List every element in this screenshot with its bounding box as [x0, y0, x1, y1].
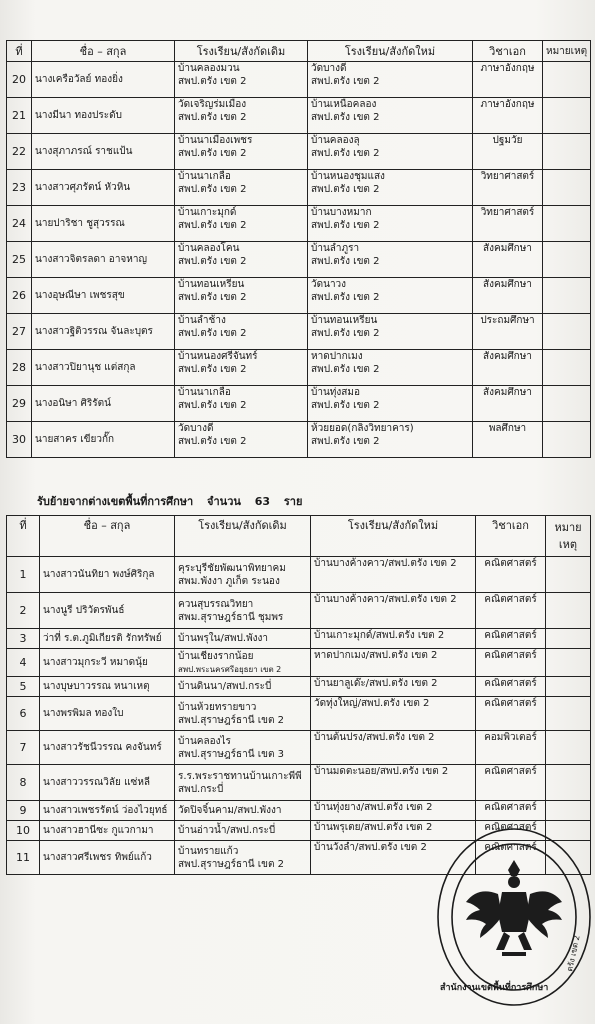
col-header-no: ที่ — [7, 516, 40, 557]
remark-cell — [546, 801, 591, 821]
table-row — [7, 98, 591, 134]
new-school-office: สพป.ตรัง เขต 2 — [311, 364, 380, 375]
old-school-name: บ้านนาเกลือ — [178, 387, 231, 398]
major-subject: ประถมศึกษา — [473, 314, 543, 350]
old-school — [175, 697, 311, 731]
old-school-name: บ้านห้วยทรายขาว — [178, 701, 257, 713]
table-row — [7, 62, 591, 98]
table-row — [7, 593, 591, 629]
remark-cell — [546, 697, 591, 731]
table-row — [7, 206, 591, 242]
teacher-name: นางนูรี ปริวัตรพันธ์ — [40, 593, 175, 629]
teacher-name: นางพรพิมล ทองใบ — [40, 697, 175, 731]
teacher-name: นางอนิษา ศิริรัตน์ — [32, 386, 175, 422]
new-school — [308, 170, 473, 206]
table-row — [7, 677, 591, 697]
teacher-name: นางสาวปิยานุช แต่สกุล — [32, 350, 175, 386]
old-school-office: สพป.พระนครศรีอยุธยา เขต 2 — [178, 664, 282, 674]
teacher-transfer-table-from-other-areas — [6, 515, 591, 875]
old-school-name: บ้านเกาะมุกด์ — [178, 207, 237, 218]
table-row — [7, 557, 591, 593]
old-school-name: บ้านคลองโคน — [178, 243, 240, 254]
old-school — [175, 422, 308, 458]
old-school — [175, 98, 308, 134]
teacher-name: นางสุภาภรณ์ ราชแป้น — [32, 134, 175, 170]
old-school-name: ควนสุบรรณวิทยา — [178, 598, 254, 610]
major-subject: สังคมศึกษา — [473, 350, 543, 386]
section-title — [37, 492, 312, 510]
col-header-no: ที่ — [7, 41, 32, 62]
old-school-office: สพป.สุราษฎร์ธานี เขต 2 — [178, 714, 285, 726]
major-subject: คณิตศาสตร์ — [476, 677, 546, 697]
remark-cell — [543, 422, 591, 458]
old-school-office: สพม.สุราษฎร์ธานี ชุมพร — [178, 611, 284, 623]
seal-text-left: สำนักงานเขตพื้นที่การศึกษา — [440, 983, 549, 993]
teacher-name: นายสาคร เขียวกั๊ก — [32, 422, 175, 458]
old-school — [175, 134, 308, 170]
table-row — [7, 386, 591, 422]
remark-cell — [546, 677, 591, 697]
remark-cell — [543, 98, 591, 134]
new-school-office: สพป.ตรัง เขต 2 — [311, 400, 380, 411]
old-school-name: บ้านทอนเหรียน — [178, 279, 245, 290]
col-header-remark-line1: หมาย — [554, 521, 582, 534]
major-subject: ปฐมวัย — [473, 134, 543, 170]
teacher-name: ว่าที่ ร.ต.ภูมิเกียรติ รักทรัพย์ — [40, 629, 175, 649]
teacher-name: นายปาริชา ชูสุวรรณ — [32, 206, 175, 242]
new-school-office: สพป.ตรัง เขต 2 — [311, 292, 380, 303]
remark-cell — [543, 314, 591, 350]
new-school: หาดปากเมง/สพป.ตรัง เขต 2 — [311, 649, 476, 677]
new-school: บ้านทุ่งยาง/สพป.ตรัง เขต 2 — [311, 801, 476, 821]
remark-cell — [543, 278, 591, 314]
new-school — [308, 134, 473, 170]
col-header-subject: วิชาเอก — [473, 41, 543, 62]
new-school: บ้านพรุเตย/สพป.ตรัง เขต 2 — [311, 821, 476, 841]
table-row — [7, 697, 591, 731]
row-number: 1 — [7, 557, 40, 593]
new-school: บ้านยาลูเด๊ะ/สพป.ตรัง เขต 2 — [311, 677, 476, 697]
old-school-office: สพป.ตรัง เขต 2 — [178, 220, 247, 231]
old-school-office: สพป.ตรัง เขต 2 — [178, 436, 247, 447]
row-number: 6 — [7, 697, 40, 731]
new-school — [308, 206, 473, 242]
row-number: 30 — [7, 422, 32, 458]
table-row — [7, 134, 591, 170]
major-subject: ภาษาอังกฤษ — [473, 98, 543, 134]
new-school-office: สพป.ตรัง เขต 2 — [311, 148, 380, 159]
old-school — [175, 557, 311, 593]
major-subject: วิทยาศาสตร์ — [473, 206, 543, 242]
teacher-name: นางสาวรัชนีวรรณ คงจันทร์ — [40, 731, 175, 765]
major-subject: คณิตศาสตร์ — [476, 629, 546, 649]
col-header-name: ชื่อ – สกุล — [40, 516, 175, 557]
old-school-office: สพป.ตรัง เขต 2 — [178, 148, 247, 159]
major-subject: คอมพิวเตอร์ — [476, 731, 546, 765]
row-number: 25 — [7, 242, 32, 278]
new-school-name: วัดบางดี — [311, 63, 347, 74]
table-row — [7, 629, 591, 649]
major-subject: คณิตศาสตร์ — [476, 841, 546, 875]
old-school — [175, 593, 311, 629]
table-row — [7, 242, 591, 278]
old-school-name: บ้านคลองมวน — [178, 63, 240, 74]
row-number: 20 — [7, 62, 32, 98]
teacher-name: นางสาวฮานีซะ กูแวกามา — [40, 821, 175, 841]
table-row — [7, 350, 591, 386]
old-school-office: สพป.กระบี่ — [178, 783, 224, 795]
col-header-remark — [546, 516, 591, 557]
teacher-name: นางสาวมุกระวี หมาดนุ้ย — [40, 649, 175, 677]
table-row — [7, 731, 591, 765]
old-school-name: บ้านทรายแก้ว — [178, 845, 239, 857]
old-school-name: บ้านนาเกลือ — [178, 171, 231, 182]
row-number: 21 — [7, 98, 32, 134]
old-school — [175, 278, 308, 314]
major-subject: สังคมศึกษา — [473, 386, 543, 422]
new-school — [308, 98, 473, 134]
old-school — [175, 629, 311, 649]
new-school-name: บ้านคลองลุ — [311, 135, 360, 146]
table-row — [7, 765, 591, 801]
old-school-name: บ้านหนองศรีจันทร์ — [178, 351, 258, 362]
col-header-old-school: โรงเรียน/สังกัดเดิม — [175, 516, 311, 557]
teacher-name: นางสาววรรณวิลัย แซ่หลี — [40, 765, 175, 801]
new-school-office: สพป.ตรัง เขต 2 — [311, 184, 380, 195]
old-school-name: วัดบางดี — [178, 423, 214, 434]
remark-cell — [543, 134, 591, 170]
old-school-office: สพป.ตรัง เขต 2 — [178, 112, 247, 123]
new-school: บ้านเกาะมุกด์/สพป.ตรัง เขต 2 — [311, 629, 476, 649]
old-school — [175, 314, 308, 350]
row-number: 24 — [7, 206, 32, 242]
row-number: 23 — [7, 170, 32, 206]
col-header-new-school: โรงเรียน/สังกัดใหม่ — [308, 41, 473, 62]
new-school — [308, 314, 473, 350]
old-school-name: บ้านเชียงรากน้อย — [178, 650, 254, 662]
old-school — [175, 170, 308, 206]
old-school — [175, 731, 311, 765]
col-header-old-school: โรงเรียน/สังกัดเดิม — [175, 41, 308, 62]
major-subject: สังคมศึกษา — [473, 278, 543, 314]
row-number: 3 — [7, 629, 40, 649]
old-school-name: บ้านดินนา/สพป.กระบี่ — [178, 681, 272, 692]
table-row — [7, 649, 591, 677]
row-number: 8 — [7, 765, 40, 801]
old-school-office: สพป.ตรัง เขต 2 — [178, 256, 247, 267]
old-school-office: สพป.ตรัง เขต 2 — [178, 292, 247, 303]
new-school-name: บ้านบางหมาก — [311, 207, 372, 218]
remark-cell — [543, 242, 591, 278]
new-school-office: สพป.ตรัง เขต 2 — [311, 112, 380, 123]
old-school — [175, 350, 308, 386]
new-school-office: สพป.ตรัง เขต 2 — [311, 256, 380, 267]
new-school-name: บ้านทุ่งสมอ — [311, 387, 360, 398]
row-number: 10 — [7, 821, 40, 841]
teacher-name: นางสาวนันทิยา พงษ์ศิริกุล — [40, 557, 175, 593]
old-school-name: บ้านนาเมืองเพชร — [178, 135, 253, 146]
old-school-name: บ้านคลองไร — [178, 735, 231, 747]
table-row — [7, 314, 591, 350]
remark-cell — [546, 629, 591, 649]
new-school-name: บ้านลำภูรา — [311, 243, 360, 254]
table-row — [7, 278, 591, 314]
remark-cell — [543, 350, 591, 386]
col-header-subject: วิชาเอก — [476, 516, 546, 557]
major-subject: คณิตศาสตร์ — [476, 801, 546, 821]
teacher-name: นางสาวฐิติวรรณ จันละบุตร — [32, 314, 175, 350]
major-subject: คณิตศาสตร์ — [476, 765, 546, 801]
table-row — [7, 801, 591, 821]
new-school: บ้านต้นปรง/สพป.ตรัง เขต 2 — [311, 731, 476, 765]
new-school — [308, 62, 473, 98]
new-school-name: บ้านเหนือคลอง — [311, 99, 377, 110]
new-school — [308, 350, 473, 386]
major-subject: ภาษาอังกฤษ — [473, 62, 543, 98]
major-subject: คณิตศาสตร์ — [476, 649, 546, 677]
remark-cell — [546, 765, 591, 801]
row-number: 29 — [7, 386, 32, 422]
major-subject: คณิตศาสตร์ — [476, 557, 546, 593]
remark-cell — [543, 206, 591, 242]
teacher-name: นางเครือวัลย์ ทองยิ่ง — [32, 62, 175, 98]
old-school — [175, 386, 308, 422]
new-school: บ้านมดตะนอย/สพป.ตรัง เขต 2 — [311, 765, 476, 801]
new-school: วัดทุ่งใหญ่/สพป.ตรัง เขต 2 — [311, 697, 476, 731]
teacher-name: นางบุษบาวรรณ หนาเหตุ — [40, 677, 175, 697]
old-school-name: วัดปิจจิ์นคาม/สพป.พังงา — [178, 805, 282, 816]
row-number: 2 — [7, 593, 40, 629]
table-row — [7, 422, 591, 458]
old-school-office: สพป.สุราษฎร์ธานี เขต 3 — [178, 748, 285, 760]
old-school — [175, 62, 308, 98]
new-school: บ้านบางค้างคาว/สพป.ตรัง เขต 2 — [311, 557, 476, 593]
remark-cell — [546, 649, 591, 677]
col-header-remark-line2: เหตุ — [558, 538, 578, 551]
col-header-new-school: โรงเรียน/สังกัดใหม่ — [311, 516, 476, 557]
section-title-text: รับย้ายจากต่างเขตพื้นที่การศึกษา — [37, 495, 194, 508]
count-unit: ราย — [283, 495, 303, 508]
old-school — [175, 206, 308, 242]
old-school — [175, 821, 311, 841]
new-school-office: สพป.ตรัง เขต 2 — [311, 220, 380, 231]
old-school-office: สพป.ตรัง เขต 2 — [178, 76, 247, 87]
major-subject: พลศึกษา — [473, 422, 543, 458]
row-number: 5 — [7, 677, 40, 697]
new-school-name: ห้วยยอด(กลิ่งวิทยาคาร) — [311, 423, 414, 434]
old-school-name: ร.ร.พระราชทานบ้านเกาะพีพี — [178, 770, 302, 782]
row-number: 7 — [7, 731, 40, 765]
new-school — [308, 242, 473, 278]
remark-cell — [543, 170, 591, 206]
col-header-remark: หมายเหตุ — [543, 41, 591, 62]
major-subject: คณิตศาสตร์ — [476, 821, 546, 841]
old-school-office: สพป.ตรัง เขต 2 — [178, 184, 247, 195]
new-school: บ้านวังลำ/สพป.ตรัง เขต 2 — [311, 841, 476, 875]
col-header-name: ชื่อ – สกุล — [32, 41, 175, 62]
old-school — [175, 677, 311, 697]
table-header-row — [7, 516, 591, 557]
new-school-office: สพป.ตรัง เขต 2 — [311, 436, 380, 447]
new-school-name: วัดนาวง — [311, 279, 347, 290]
row-number: 11 — [7, 841, 40, 875]
old-school-name: บ้านลำช้าง — [178, 315, 226, 326]
table-row — [7, 170, 591, 206]
row-number: 9 — [7, 801, 40, 821]
new-school — [308, 386, 473, 422]
old-school — [175, 801, 311, 821]
major-subject: วิทยาศาสตร์ — [473, 170, 543, 206]
remark-cell — [546, 731, 591, 765]
remark-cell — [543, 386, 591, 422]
row-number: 4 — [7, 649, 40, 677]
new-school: บ้านบางค้างคาว/สพป.ตรัง เขต 2 — [311, 593, 476, 629]
teacher-name: นางมีนา ทองประดับ — [32, 98, 175, 134]
new-school-name: หาดปากเมง — [311, 351, 363, 362]
teacher-name: นางสาวศุภรัตน์ หัวหิน — [32, 170, 175, 206]
new-school-office: สพป.ตรัง เขต 2 — [311, 76, 380, 87]
row-number: 28 — [7, 350, 32, 386]
teacher-transfer-table-within-area — [6, 40, 591, 458]
new-school — [308, 422, 473, 458]
old-school-office: สพป.ตรัง เขต 2 — [178, 328, 247, 339]
row-number: 22 — [7, 134, 32, 170]
old-school-name: วัดเจริญร่มเมือง — [178, 99, 247, 110]
row-number: 27 — [7, 314, 32, 350]
old-school-name: บ้านอ่าวน้ำ/สพป.กระบี่ — [178, 825, 276, 836]
count-label: จำนวน — [207, 495, 241, 508]
table-header-row — [7, 41, 591, 62]
old-school-name: คุระบุรีชัยพัฒนาพิทยาคม — [178, 562, 286, 574]
count-value: 63 — [254, 495, 271, 508]
official-seal-garuda-icon — [432, 822, 592, 1012]
new-school-name: บ้านทอนเหรียน — [311, 315, 378, 326]
old-school-name: บ้านพรุใน/สพป.พังงา — [178, 633, 269, 644]
seal-text-right: ตรัง เขต 2 — [565, 934, 582, 973]
old-school-office: สพป.ตรัง เขต 2 — [178, 364, 247, 375]
major-subject: สังคมศึกษา — [473, 242, 543, 278]
new-school — [308, 278, 473, 314]
old-school-office: สพป.ตรัง เขต 2 — [178, 400, 247, 411]
major-subject: คณิตศาสตร์ — [476, 593, 546, 629]
old-school-office: สพป.สุราษฎร์ธานี เขต 2 — [178, 858, 285, 870]
remark-cell — [546, 593, 591, 629]
new-school-office: สพป.ตรัง เขต 2 — [311, 328, 380, 339]
remark-cell — [546, 557, 591, 593]
major-subject: คณิตศาสตร์ — [476, 697, 546, 731]
old-school-office: สพม.พังงา ภูเก็ต ระนอง — [178, 575, 280, 587]
new-school-name: บ้านหนองชุมแสง — [311, 171, 385, 182]
old-school — [175, 841, 311, 875]
old-school — [175, 242, 308, 278]
teacher-name: นางสาวเพชรรัตน์ ว่องไวยุทธ์ — [40, 801, 175, 821]
teacher-name: นางสาวจิตรลดา อาจหาญ — [32, 242, 175, 278]
remark-cell — [543, 62, 591, 98]
row-number: 26 — [7, 278, 32, 314]
teacher-name: นางอุษณีษา เพชรสุข — [32, 278, 175, 314]
old-school — [175, 765, 311, 801]
old-school — [175, 649, 311, 677]
teacher-name: นางสาวศรีเพชร ทิพย์แก้ว — [40, 841, 175, 875]
